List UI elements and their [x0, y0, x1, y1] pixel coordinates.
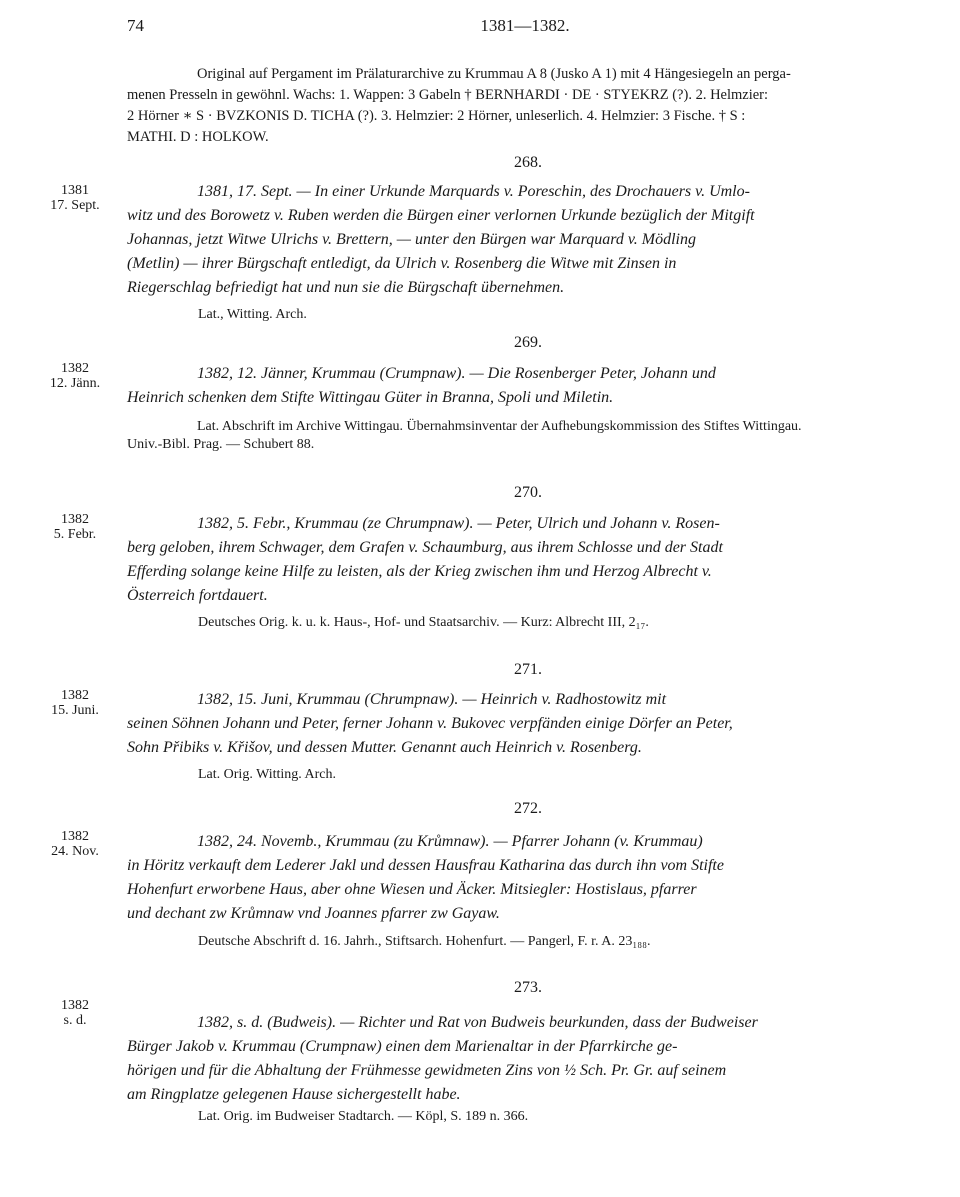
intro-line: MATHI. D : HOLKOW.	[127, 129, 269, 145]
regest-line: Bürger Jakob v. Krummau (Crumpnaw) einen dem Marienaltar in der Pfarrkirche ge-	[127, 1038, 678, 1055]
page-number: 74	[127, 16, 144, 35]
regest-line: Johannas, jetzt Witwe Ulrichs v. Brettern, — unter den Bürgen war Marquard v. Mödling	[127, 231, 696, 248]
margin-day: 17. Sept.	[50, 198, 100, 213]
margin-year: 1382	[61, 512, 89, 527]
margin-date	[40, 361, 110, 391]
margin-year: 1382	[61, 361, 89, 376]
margin-day: s. d.	[63, 1013, 87, 1028]
regest-line: Heinrich schenken dem Stifte Wittingau Güter in Branna, Spoli und Miletin.	[127, 389, 614, 406]
regest-text	[127, 688, 924, 760]
margin-date	[40, 829, 110, 859]
margin-date	[40, 512, 110, 542]
margin-date	[40, 998, 110, 1028]
margin-year: 1382	[61, 829, 89, 844]
source-note	[127, 418, 927, 454]
regest-line: (Metlin) — ihrer Bürgschaft entledigt, da Ulrich v. Rosenberg die Witwe mit Zinsen in	[127, 255, 677, 272]
margin-year: 1382	[61, 688, 89, 703]
regest-line: Hohenfurt erworbene Haus, aber ohne Wiesen und Äcker. Mitsiegler: Hostislaus, pfarrer	[127, 881, 697, 898]
regest-line: 1382, 12. Jänner, Krummau (Crumpnaw). — Die Rosenberger Peter, Johann und	[197, 365, 716, 382]
intro-line: Original auf Pergament im Prälaturarchive zu Krummau A 8 (Jusko A 1) mit 4 Hängesiegeln an perga-	[197, 66, 791, 82]
source-line: Lat. Abschrift im Archive Wittingau. Übernahmsinventar der Aufhebungskommission des Stiftes Wittingau.	[197, 419, 802, 434]
regest-text	[127, 830, 924, 926]
regest-line: in Höritz verkauft dem Lederer Jakl und dessen Hausfrau Katharina das durch ihn vom Stifte	[127, 857, 724, 874]
regest-line: witz und des Borowetz v. Ruben werden die Bürgen einer verlornen Urkunde bezüglich der Mitgift	[127, 207, 755, 224]
regest-line: berg geloben, ihrem Schwager, dem Grafen v. Schaumburg, aus ihrem Schlosse und der Stadt	[127, 539, 723, 556]
regest-text	[127, 1011, 924, 1107]
regest-line: 1382, 5. Febr., Krummau (ze Chrumpnaw). — Peter, Ulrich und Johann v. Rosen-	[197, 515, 720, 532]
entry-number: 268.	[514, 154, 542, 171]
source-note: Lat. Orig. Witting. Arch.	[198, 767, 336, 782]
entry-number: 269.	[514, 334, 542, 351]
regest-line: Riegerschlag befriedigt hat und nun sie die Bürgschaft übernehmen.	[127, 279, 565, 296]
intro-line: menen Presseln in gewöhnl. Wachs: 1. Wappen: 3 Gabeln † BERNHARDI · DE · STYEKRZ (?). 2. Helmzier:	[127, 87, 769, 103]
intro-line: 2 Hörner ∗ S · BVZKONIS D. TICHA (?). 3. Helmzier: 2 Hörner, unleserlich. 4. Helmzier: 3 Fische. † S :	[127, 108, 746, 124]
source-note: Deutsche Abschrift d. 16. Jahrh., Stiftsarch. Hohenfurt. — Pangerl, F. r. A. 23₁₈₈.	[198, 934, 651, 949]
regest-line: 1381, 17. Sept. — In einer Urkunde Marquards v. Poreschin, des Drochauers v. Umlo-	[197, 183, 750, 200]
margin-year: 1382	[61, 998, 89, 1013]
source-note: Deutsches Orig. k. u. k. Haus-, Hof- und Staatsarchiv. — Kurz: Albrecht III, 2₁₇.	[198, 615, 649, 630]
regest-line: Österreich fortdauert.	[127, 587, 268, 604]
margin-date	[40, 688, 110, 718]
regest-line: seinen Söhnen Johann und Peter, ferner Johann v. Bukovec verpfänden einige Dörfer an Peter,	[127, 715, 733, 732]
source-note: Lat. Orig. im Budweiser Stadtarch. — Köpl, S. 189 n. 366.	[198, 1109, 529, 1124]
running-title: 1381—1382.	[480, 16, 570, 35]
margin-day: 5. Febr.	[53, 527, 97, 542]
regest-line: 1382, s. d. (Budweis). — Richter und Rat von Budweis beurkunden, dass der Budweiser	[197, 1014, 758, 1031]
regest-text	[127, 180, 924, 300]
regest-line: am Ringplatze gelegenen Hause sichergestellt habe.	[127, 1086, 461, 1103]
intro-block	[127, 64, 922, 148]
entry-number: 270.	[514, 484, 542, 501]
margin-year: 1381	[61, 183, 89, 198]
regest-text	[127, 362, 924, 410]
regest-line: hörigen und für die Abhaltung der Frühmesse gewidmeten Zins von ½ Sch. Pr. Gr. auf seinem	[127, 1062, 727, 1079]
regest-text	[127, 512, 924, 608]
entry-number: 272.	[514, 800, 542, 817]
entry-number: 271.	[514, 661, 542, 678]
regest-line: 1382, 24. Novemb., Krummau (zu Krůmnaw). — Pfarrer Johann (v. Krummau)	[197, 833, 703, 850]
source-line: Univ.-Bibl. Prag. — Schubert 88.	[127, 437, 315, 452]
regest-line: und dechant zw Krůmnaw vnd Joannes pfarrer zw Gayaw.	[127, 905, 500, 922]
regest-line: Sohn Přibiks v. Křišov, und dessen Mutter. Genannt auch Heinrich v. Rosenberg.	[127, 739, 642, 756]
regest-line: Efferding solange keine Hilfe zu leisten, als der Krieg zwischen ihm und Herzog Albrecht v.	[127, 563, 712, 580]
margin-date	[40, 183, 110, 213]
entry-number: 273.	[514, 979, 542, 996]
margin-day: 12. Jänn.	[49, 376, 101, 391]
margin-day: 15. Juni.	[51, 703, 99, 718]
source-note: Lat., Witting. Arch.	[198, 307, 307, 322]
margin-day: 24. Nov.	[51, 844, 99, 859]
regest-line: 1382, 15. Juni, Krummau (Chrumpnaw). — Heinrich v. Radhostowitz mit	[197, 691, 667, 708]
